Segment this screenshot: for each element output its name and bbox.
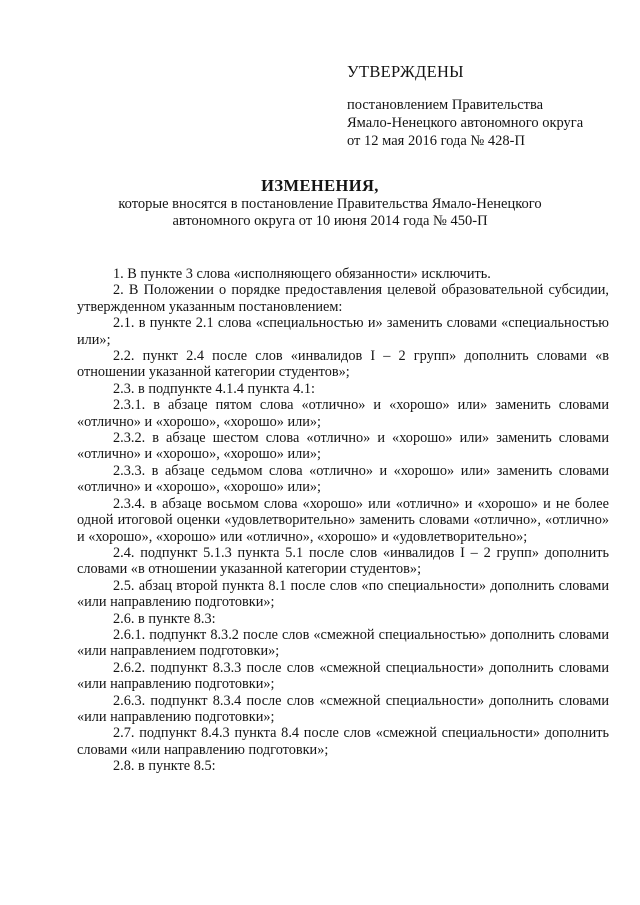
- subtitle-line: которые вносятся в постановление Правительства Ямало-Ненецкого: [118, 196, 542, 212]
- document-subtitle: [90, 196, 570, 230]
- paragraph: 2.6. в пункте 8.3:: [113, 610, 216, 627]
- paragraph: 2.8. в пункте 8.5:: [113, 758, 216, 775]
- paragraph: 2.3.2. в абзаце шестом слова «отлично» и «хорошо» или» заменить словами «отлично» и «хорошо», «хорошо» или»;: [77, 430, 609, 463]
- paragraph: 2.3. в подпункте 4.1.4 пункта 4.1:: [113, 380, 315, 397]
- approval-line: постановлением Правительства: [347, 97, 544, 113]
- document-body: [77, 266, 609, 775]
- paragraph: 2.7. подпункт 8.4.3 пункта 8.4 после слов «смежной специальности» дополнить словами «или направлению подготовки»;: [77, 725, 609, 758]
- paragraph: 2.1. в пункте 2.1 слова «специальностью и» заменить словами «специальностью или»;: [77, 315, 609, 348]
- paragraph: 2.3.3. в абзаце седьмом слова «отлично» и «хорошо» или» заменить словами «отлично» и «хорошо», «хорошо» или»;: [77, 462, 609, 496]
- subtitle-line: автономного округа от 10 июня 2014 года № 450-П: [172, 213, 488, 229]
- paragraph: 2.4. подпункт 5.1.3 пункта 5.1 после слов «инвалидов I – 2 групп» дополнить словами «в отношении указанной категории студентов»;: [77, 544, 609, 578]
- paragraph: 2.6.1. подпункт 8.3.2 после слов «смежной специальностью» дополнить словами «или направлением подготовки»;: [77, 626, 609, 660]
- paragraph: 2.3.1. в абзаце пятом слова «отлично» и «хорошо» или» заменить словами «отлично» и «хорошо», «хорошо» или»;: [77, 397, 609, 430]
- paragraph: 2.2. пункт 2.4 после слов «инвалидов I – 2 групп» дополнить словами «в отношении указанной категории студентов»;: [77, 348, 609, 381]
- approval-title: УТВЕРЖДЕНЫ: [347, 62, 464, 81]
- paragraph: 2.6.2. подпункт 8.3.3 после слов «смежной специальности» дополнить словами «или направлению подготовки»;: [77, 659, 609, 693]
- paragraph: 2.6.3. подпункт 8.3.4 после слов «смежной специальности» дополнить словами «или направлению подготовки»;: [77, 692, 609, 725]
- approval-block: [347, 62, 622, 150]
- approval-line: от 12 мая 2016 года № 428-П: [347, 133, 525, 149]
- paragraph: 2. В Положении о порядке предоставления целевой образовательной субсидии, утвержденном указанным постановлением:: [77, 282, 609, 315]
- document-title: ИЗМЕНЕНИЯ,: [261, 176, 379, 195]
- paragraph: 1. В пункте 3 слова «исполняющего обязанности» исключить.: [113, 266, 491, 282]
- approval-line: Ямало-Ненецкого автономного округа: [347, 115, 584, 131]
- paragraph: 2.5. абзац второй пункта 8.1 после слов «по специальности» дополнить словами «или направлению подготовки»;: [77, 577, 609, 611]
- paragraph: 2.3.4. в абзаце восьмом слова «хорошо» или «отлично» и «хорошо» и не более одной итоговой оценки «удовлетворительно» заменить словами «отлично», «отлично» и «хорошо», «хорошо» или «отлично», «хорошо» и «удовлетворительно»;: [77, 495, 609, 545]
